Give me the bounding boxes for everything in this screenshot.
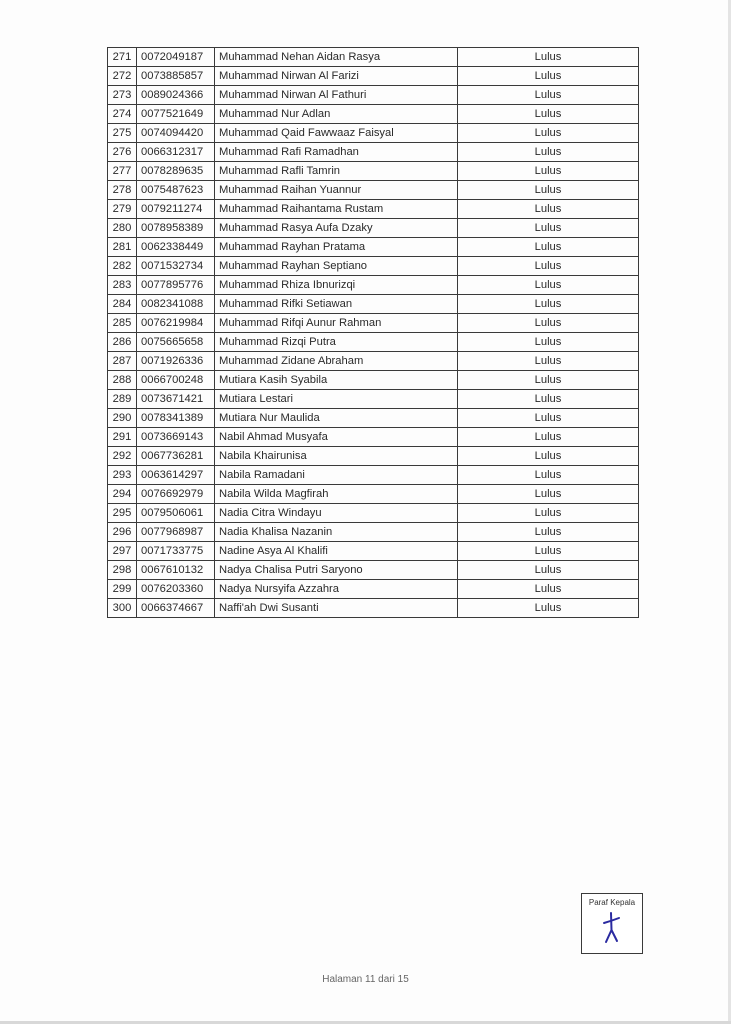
status-cell: Lulus bbox=[458, 371, 639, 390]
nisn-cell: 0066374667 bbox=[137, 599, 215, 618]
nisn-cell: 0074094420 bbox=[137, 124, 215, 143]
student-name-cell: Nabila Ramadani bbox=[215, 466, 458, 485]
status-cell: Lulus bbox=[458, 409, 639, 428]
paraf-label: Paraf Kepala bbox=[588, 898, 636, 907]
nisn-cell: 0067610132 bbox=[137, 561, 215, 580]
table-row bbox=[108, 48, 639, 67]
nisn-cell: 0078958389 bbox=[137, 219, 215, 238]
nisn-cell: 0062338449 bbox=[137, 238, 215, 257]
nisn-cell: 0076219984 bbox=[137, 314, 215, 333]
status-cell: Lulus bbox=[458, 48, 639, 67]
status-cell: Lulus bbox=[458, 181, 639, 200]
student-name-cell: Nabil Ahmad Musyafa bbox=[215, 428, 458, 447]
student-name-cell: Muhammad Rizqi Putra bbox=[215, 333, 458, 352]
nisn-cell: 0077968987 bbox=[137, 523, 215, 542]
student-name-cell: Muhammad Rasya Aufa Dzaky bbox=[215, 219, 458, 238]
nisn-cell: 0082341088 bbox=[137, 295, 215, 314]
status-cell: Lulus bbox=[458, 219, 639, 238]
page-number: Halaman 11 dari 15 bbox=[322, 974, 409, 985]
status-cell: Lulus bbox=[458, 143, 639, 162]
row-number: 276 bbox=[108, 143, 137, 162]
status-cell: Lulus bbox=[458, 86, 639, 105]
row-number: 273 bbox=[108, 86, 137, 105]
signature-icon bbox=[600, 910, 624, 946]
table-row bbox=[108, 352, 639, 371]
nisn-cell: 0075665658 bbox=[137, 333, 215, 352]
table-row bbox=[108, 485, 639, 504]
table-row bbox=[108, 599, 639, 618]
status-cell: Lulus bbox=[458, 314, 639, 333]
nisn-cell: 0089024366 bbox=[137, 86, 215, 105]
status-cell: Lulus bbox=[458, 333, 639, 352]
row-number: 274 bbox=[108, 105, 137, 124]
student-name-cell: Muhammad Nur Adlan bbox=[215, 105, 458, 124]
row-number: 299 bbox=[108, 580, 137, 599]
table-row bbox=[108, 504, 639, 523]
row-number: 277 bbox=[108, 162, 137, 181]
table-row bbox=[108, 162, 639, 181]
row-number: 294 bbox=[108, 485, 137, 504]
row-number: 279 bbox=[108, 200, 137, 219]
nisn-cell: 0073669143 bbox=[137, 428, 215, 447]
table-row bbox=[108, 447, 639, 466]
row-number: 280 bbox=[108, 219, 137, 238]
nisn-cell: 0078341389 bbox=[137, 409, 215, 428]
table-row bbox=[108, 238, 639, 257]
row-number: 284 bbox=[108, 295, 137, 314]
status-cell: Lulus bbox=[458, 390, 639, 409]
student-name-cell: Nadya Nursyifa Azzahra bbox=[215, 580, 458, 599]
table-row bbox=[108, 314, 639, 333]
student-name-cell: Muhammad Rifki Setiawan bbox=[215, 295, 458, 314]
table-row bbox=[108, 333, 639, 352]
nisn-cell: 0077895776 bbox=[137, 276, 215, 295]
student-name-cell: Muhammad Rifqi Aunur Rahman bbox=[215, 314, 458, 333]
nisn-cell: 0075487623 bbox=[137, 181, 215, 200]
nisn-cell: 0073671421 bbox=[137, 390, 215, 409]
student-name-cell: Muhammad Nehan Aidan Rasya bbox=[215, 48, 458, 67]
results-table-body bbox=[108, 48, 639, 618]
status-cell: Lulus bbox=[458, 561, 639, 580]
paraf-kepala-box bbox=[581, 893, 643, 954]
row-number: 298 bbox=[108, 561, 137, 580]
table-row bbox=[108, 181, 639, 200]
student-name-cell: Mutiara Nur Maulida bbox=[215, 409, 458, 428]
student-name-cell: Muhammad Nirwan Al Fathuri bbox=[215, 86, 458, 105]
nisn-cell: 0066700248 bbox=[137, 371, 215, 390]
row-number: 281 bbox=[108, 238, 137, 257]
status-cell: Lulus bbox=[458, 200, 639, 219]
status-cell: Lulus bbox=[458, 295, 639, 314]
status-cell: Lulus bbox=[458, 599, 639, 618]
student-name-cell: Muhammad Raihan Yuannur bbox=[215, 181, 458, 200]
row-number: 300 bbox=[108, 599, 137, 618]
nisn-cell: 0072049187 bbox=[137, 48, 215, 67]
nisn-cell: 0067736281 bbox=[137, 447, 215, 466]
row-number: 290 bbox=[108, 409, 137, 428]
status-cell: Lulus bbox=[458, 447, 639, 466]
table-row bbox=[108, 409, 639, 428]
student-name-cell: Mutiara Kasih Syabila bbox=[215, 371, 458, 390]
table-row bbox=[108, 390, 639, 409]
student-name-cell: Nabila Khairunisa bbox=[215, 447, 458, 466]
row-number: 286 bbox=[108, 333, 137, 352]
table-row bbox=[108, 580, 639, 599]
row-number: 291 bbox=[108, 428, 137, 447]
nisn-cell: 0073885857 bbox=[137, 67, 215, 86]
row-number: 297 bbox=[108, 542, 137, 561]
nisn-cell: 0076692979 bbox=[137, 485, 215, 504]
student-name-cell: Mutiara Lestari bbox=[215, 390, 458, 409]
status-cell: Lulus bbox=[458, 238, 639, 257]
nisn-cell: 0063614297 bbox=[137, 466, 215, 485]
student-name-cell: Nadya Chalisa Putri Saryono bbox=[215, 561, 458, 580]
status-cell: Lulus bbox=[458, 124, 639, 143]
table-row bbox=[108, 276, 639, 295]
student-name-cell: Nadia Khalisa Nazanin bbox=[215, 523, 458, 542]
row-number: 282 bbox=[108, 257, 137, 276]
nisn-cell: 0071926336 bbox=[137, 352, 215, 371]
student-name-cell: Muhammad Rayhan Septiano bbox=[215, 257, 458, 276]
table-row bbox=[108, 86, 639, 105]
table-row bbox=[108, 219, 639, 238]
status-cell: Lulus bbox=[458, 523, 639, 542]
row-number: 275 bbox=[108, 124, 137, 143]
status-cell: Lulus bbox=[458, 257, 639, 276]
status-cell: Lulus bbox=[458, 276, 639, 295]
row-number: 287 bbox=[108, 352, 137, 371]
student-name-cell: Muhammad Rafli Tamrin bbox=[215, 162, 458, 181]
row-number: 271 bbox=[108, 48, 137, 67]
row-number: 293 bbox=[108, 466, 137, 485]
student-name-cell: Muhammad Rayhan Pratama bbox=[215, 238, 458, 257]
status-cell: Lulus bbox=[458, 542, 639, 561]
nisn-cell: 0066312317 bbox=[137, 143, 215, 162]
status-cell: Lulus bbox=[458, 466, 639, 485]
row-number: 292 bbox=[108, 447, 137, 466]
student-name-cell: Muhammad Zidane Abraham bbox=[215, 352, 458, 371]
row-number: 285 bbox=[108, 314, 137, 333]
row-number: 295 bbox=[108, 504, 137, 523]
table-row bbox=[108, 371, 639, 390]
row-number: 296 bbox=[108, 523, 137, 542]
status-cell: Lulus bbox=[458, 352, 639, 371]
row-number: 288 bbox=[108, 371, 137, 390]
nisn-cell: 0076203360 bbox=[137, 580, 215, 599]
row-number: 272 bbox=[108, 67, 137, 86]
table-row bbox=[108, 542, 639, 561]
nisn-cell: 0077521649 bbox=[137, 105, 215, 124]
nisn-cell: 0071733775 bbox=[137, 542, 215, 561]
table-row bbox=[108, 67, 639, 86]
nisn-cell: 0079211274 bbox=[137, 200, 215, 219]
student-name-cell: Muhammad Rafi Ramadhan bbox=[215, 143, 458, 162]
status-cell: Lulus bbox=[458, 428, 639, 447]
status-cell: Lulus bbox=[458, 105, 639, 124]
table-row bbox=[108, 295, 639, 314]
table-row bbox=[108, 124, 639, 143]
status-cell: Lulus bbox=[458, 162, 639, 181]
student-name-cell: Naffi'ah Dwi Susanti bbox=[215, 599, 458, 618]
row-number: 283 bbox=[108, 276, 137, 295]
table-row bbox=[108, 257, 639, 276]
status-cell: Lulus bbox=[458, 485, 639, 504]
table-row bbox=[108, 561, 639, 580]
nisn-cell: 0071532734 bbox=[137, 257, 215, 276]
student-name-cell: Muhammad Rhiza Ibnurizqi bbox=[215, 276, 458, 295]
row-number: 278 bbox=[108, 181, 137, 200]
table-row bbox=[108, 105, 639, 124]
table-row bbox=[108, 466, 639, 485]
nisn-cell: 0078289635 bbox=[137, 162, 215, 181]
student-name-cell: Nadine Asya Al Khalifi bbox=[215, 542, 458, 561]
results-table bbox=[107, 47, 639, 618]
student-name-cell: Muhammad Nirwan Al Farizi bbox=[215, 67, 458, 86]
table-row bbox=[108, 523, 639, 542]
student-name-cell: Muhammad Qaid Fawwaaz Faisyal bbox=[215, 124, 458, 143]
table-row bbox=[108, 200, 639, 219]
status-cell: Lulus bbox=[458, 504, 639, 523]
student-name-cell: Nadia Citra Windayu bbox=[215, 504, 458, 523]
nisn-cell: 0079506061 bbox=[137, 504, 215, 523]
row-number: 289 bbox=[108, 390, 137, 409]
student-name-cell: Muhammad Raihantama Rustam bbox=[215, 200, 458, 219]
table-row bbox=[108, 143, 639, 162]
status-cell: Lulus bbox=[458, 580, 639, 599]
status-cell: Lulus bbox=[458, 67, 639, 86]
table-row bbox=[108, 428, 639, 447]
student-name-cell: Nabila Wilda Magfirah bbox=[215, 485, 458, 504]
